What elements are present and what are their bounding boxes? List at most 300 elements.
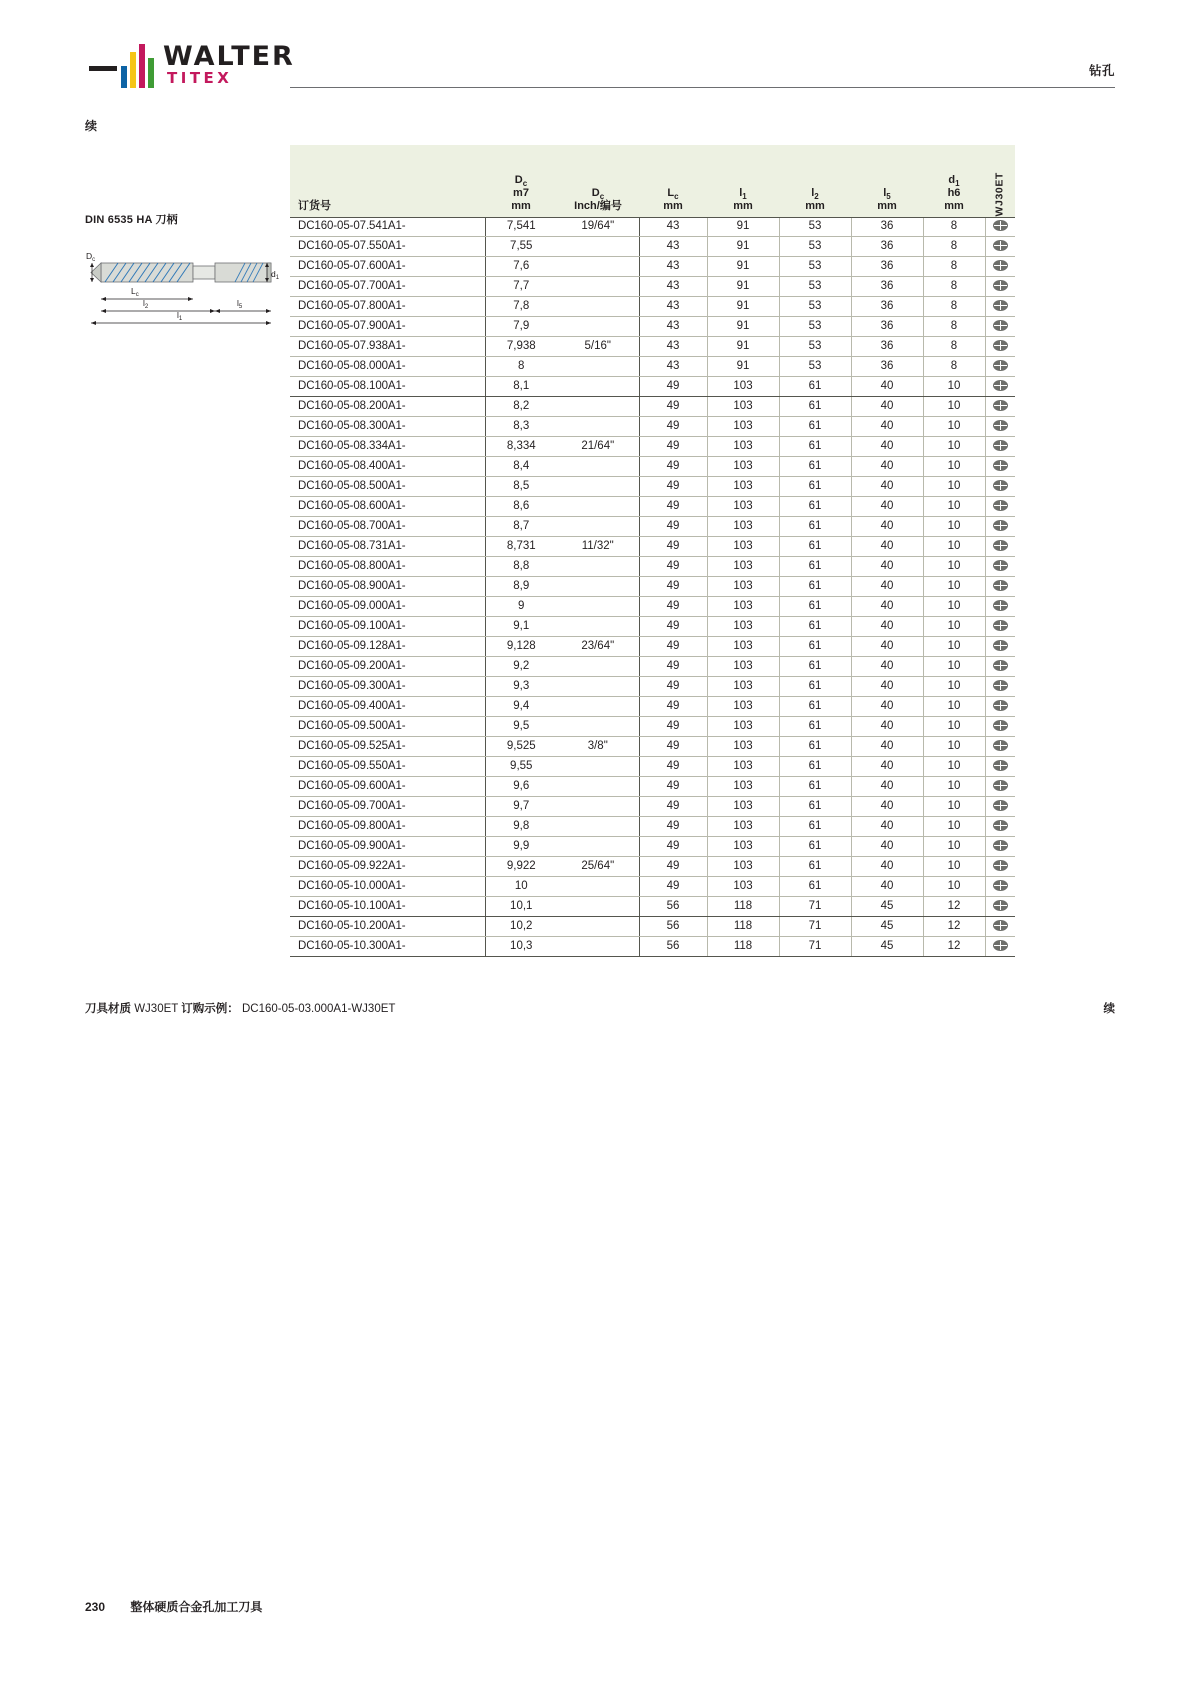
cell-l2: 61 (779, 397, 851, 417)
cell-lc: 43 (639, 277, 707, 297)
cell-order: DC160-05-09.700A1- (290, 797, 485, 817)
cell-dc-mm: 10,1 (485, 897, 557, 917)
cell-dc-inch: 21/64" (557, 437, 639, 457)
cell-dc-inch (557, 797, 639, 817)
cell-l2: 61 (779, 477, 851, 497)
cell-dc-mm: 8,7 (485, 517, 557, 537)
cell-grade (985, 337, 1015, 357)
cell-dc-mm: 7,9 (485, 317, 557, 337)
cell-d1: 10 (923, 817, 985, 837)
cell-l5: 40 (851, 837, 923, 857)
page-footer (85, 1598, 262, 1615)
cell-l5: 40 (851, 617, 923, 637)
coating-icon (993, 380, 1008, 391)
cell-d1: 10 (923, 637, 985, 657)
logo-dash-mark (89, 66, 117, 71)
col-header-d1-symbol: $d_1$ (948, 174, 960, 189)
table-row (290, 717, 1015, 737)
cell-grade (985, 717, 1015, 737)
cell-l5: 40 (851, 637, 923, 657)
cell-l5: 45 (851, 897, 923, 917)
cell-grade (985, 457, 1015, 477)
cell-grade (985, 917, 1015, 937)
col-header-dc-mm (485, 145, 557, 217)
cell-order: DC160-05-08.000A1- (290, 357, 485, 377)
coating-icon (993, 260, 1008, 271)
cell-d1: 10 (923, 717, 985, 737)
cell-dc-inch (557, 257, 639, 277)
cell-l2: 61 (779, 497, 851, 517)
cell-order: DC160-05-10.100A1- (290, 897, 485, 917)
cell-l2: 61 (779, 617, 851, 637)
col-header-dc-mm-tol: m7 (513, 187, 529, 199)
cell-l2: 61 (779, 637, 851, 657)
cell-l1: 103 (707, 617, 779, 637)
table-row (290, 857, 1015, 877)
cell-l5: 36 (851, 257, 923, 277)
table-row (290, 837, 1015, 857)
cell-dc-mm: 7,8 (485, 297, 557, 317)
table-row (290, 757, 1015, 777)
coating-icon (993, 360, 1008, 371)
cell-order: DC160-05-09.800A1- (290, 817, 485, 837)
cell-lc: 49 (639, 557, 707, 577)
col-header-l2-unit: mm (805, 200, 825, 212)
col-header-order-number: 订货号 (290, 145, 485, 217)
logo-wordmark-walter: WALTER (163, 41, 295, 72)
cell-grade (985, 417, 1015, 437)
cell-l2: 61 (779, 877, 851, 897)
cell-grade (985, 877, 1015, 897)
page-masthead (85, 42, 1115, 90)
cell-order: DC160-05-09.128A1- (290, 637, 485, 657)
cell-dc-mm: 8,334 (485, 437, 557, 457)
cell-grade (985, 937, 1015, 957)
cell-l2: 61 (779, 777, 851, 797)
cell-dc-mm: 10,3 (485, 937, 557, 957)
svg-text:l5: $l_5$ (237, 298, 243, 310)
logo-bar-magenta (139, 44, 145, 88)
cell-l1: 103 (707, 597, 779, 617)
cell-order: DC160-05-10.300A1- (290, 937, 485, 957)
cell-l5: 40 (851, 557, 923, 577)
cell-order: DC160-05-08.600A1- (290, 497, 485, 517)
cell-l1: 103 (707, 657, 779, 677)
cell-d1: 12 (923, 897, 985, 917)
cell-grade (985, 577, 1015, 597)
cell-dc-inch (557, 657, 639, 677)
cell-l2: 61 (779, 737, 851, 757)
cell-l2: 61 (779, 657, 851, 677)
cell-grade (985, 677, 1015, 697)
cell-dc-mm: 9,8 (485, 817, 557, 837)
table-row (290, 617, 1015, 637)
cell-l1: 118 (707, 897, 779, 917)
cell-l2: 61 (779, 697, 851, 717)
cell-order: DC160-05-07.800A1- (290, 297, 485, 317)
cell-l1: 91 (707, 277, 779, 297)
col-header-grade (985, 145, 1015, 217)
cell-l1: 103 (707, 477, 779, 497)
cell-d1: 8 (923, 337, 985, 357)
ordering-note-row (85, 1000, 1115, 1016)
cell-dc-mm: 8 (485, 357, 557, 377)
cell-d1: 10 (923, 617, 985, 637)
table-row (290, 777, 1015, 797)
cell-l1: 103 (707, 857, 779, 877)
cell-lc: 43 (639, 337, 707, 357)
cell-grade (985, 257, 1015, 277)
cell-l1: 91 (707, 237, 779, 257)
table-row (290, 597, 1015, 617)
cell-dc-mm: 8,4 (485, 457, 557, 477)
coating-icon (993, 280, 1008, 291)
cell-grade (985, 237, 1015, 257)
coating-icon (993, 500, 1008, 511)
cell-lc: 56 (639, 917, 707, 937)
cell-l1: 103 (707, 837, 779, 857)
cell-dc-mm: 8,2 (485, 397, 557, 417)
cell-l1: 103 (707, 737, 779, 757)
cell-l1: 103 (707, 537, 779, 557)
cell-order: DC160-05-07.938A1- (290, 337, 485, 357)
cell-l2: 61 (779, 857, 851, 877)
cell-lc: 49 (639, 757, 707, 777)
cell-grade (985, 317, 1015, 337)
col-header-l2-symbol: $l_2$ (811, 187, 819, 202)
cell-dc-inch (557, 917, 639, 937)
table-row (290, 557, 1015, 577)
svg-text:Lc: $L_c$ (131, 286, 139, 298)
cell-l1: 103 (707, 517, 779, 537)
cell-lc: 49 (639, 837, 707, 857)
cell-d1: 10 (923, 477, 985, 497)
cell-dc-mm: 8,3 (485, 417, 557, 437)
cell-l1: 118 (707, 917, 779, 937)
cell-dc-inch (557, 277, 639, 297)
cell-lc: 56 (639, 897, 707, 917)
cell-l5: 40 (851, 657, 923, 677)
cell-dc-inch (557, 417, 639, 437)
ordering-note-grade: WJ30ET (134, 1003, 179, 1015)
cell-dc-inch (557, 297, 639, 317)
table-row (290, 257, 1015, 277)
cell-l1: 103 (707, 397, 779, 417)
cell-dc-mm: 9 (485, 597, 557, 617)
cell-l5: 45 (851, 917, 923, 937)
coating-icon (993, 220, 1008, 231)
coating-icon (993, 780, 1008, 791)
cell-l1: 103 (707, 777, 779, 797)
cell-l1: 103 (707, 497, 779, 517)
cell-l5: 40 (851, 717, 923, 737)
cell-lc: 49 (639, 477, 707, 497)
cell-l1: 91 (707, 357, 779, 377)
table-header-row (290, 145, 1015, 217)
cell-d1: 10 (923, 537, 985, 557)
cell-grade (985, 297, 1015, 317)
cell-dc-mm: 9,525 (485, 737, 557, 757)
coating-icon (993, 900, 1008, 911)
table-row (290, 737, 1015, 757)
cell-dc-mm: 7,6 (485, 257, 557, 277)
cell-l1: 118 (707, 937, 779, 957)
coating-icon (993, 440, 1008, 451)
cell-l1: 103 (707, 697, 779, 717)
coating-icon (993, 520, 1008, 531)
cell-grade (985, 357, 1015, 377)
coating-icon (993, 880, 1008, 891)
cell-dc-mm: 9,2 (485, 657, 557, 677)
page-number: 230 (85, 1600, 106, 1614)
cell-dc-inch (557, 617, 639, 637)
table-row (290, 817, 1015, 837)
cell-grade (985, 517, 1015, 537)
table-row (290, 897, 1015, 917)
cell-l5: 40 (851, 377, 923, 397)
table-body (290, 217, 1015, 957)
cell-l2: 61 (779, 677, 851, 697)
cell-d1: 10 (923, 417, 985, 437)
cell-lc: 43 (639, 257, 707, 277)
cell-d1: 8 (923, 277, 985, 297)
header-divider (290, 87, 1115, 88)
cell-grade (985, 637, 1015, 657)
cell-dc-inch (557, 697, 639, 717)
cell-dc-inch (557, 937, 639, 957)
cell-l2: 61 (779, 597, 851, 617)
col-header-l1 (707, 145, 779, 217)
cell-order: DC160-05-08.300A1- (290, 417, 485, 437)
cell-l2: 53 (779, 257, 851, 277)
drill-dimension-figure (85, 241, 281, 331)
table-row (290, 677, 1015, 697)
cell-lc: 49 (639, 397, 707, 417)
cell-order: DC160-05-08.200A1- (290, 397, 485, 417)
cell-lc: 49 (639, 657, 707, 677)
cell-lc: 49 (639, 697, 707, 717)
cell-d1: 10 (923, 437, 985, 457)
cell-order: DC160-05-09.400A1- (290, 697, 485, 717)
table-row (290, 497, 1015, 517)
cell-dc-inch (557, 397, 639, 417)
cell-order: DC160-05-10.200A1- (290, 917, 485, 937)
tool-illustration-block (85, 211, 285, 331)
coating-icon (993, 920, 1008, 931)
coating-icon (993, 560, 1008, 571)
table-row (290, 577, 1015, 597)
cell-l1: 91 (707, 257, 779, 277)
col-header-dc-inch-unit: Inch/编号 (574, 200, 622, 212)
table-row (290, 277, 1015, 297)
logo-bar-green (148, 58, 154, 88)
cell-lc: 49 (639, 377, 707, 397)
cell-d1: 10 (923, 777, 985, 797)
cell-order: DC160-05-08.400A1- (290, 457, 485, 477)
table-row (290, 217, 1015, 237)
cell-l5: 40 (851, 677, 923, 697)
cell-l1: 91 (707, 217, 779, 237)
coating-icon (993, 340, 1008, 351)
cell-d1: 8 (923, 257, 985, 277)
specification-table-wrapper (290, 145, 1015, 957)
cell-dc-inch (557, 237, 639, 257)
cell-l1: 103 (707, 817, 779, 837)
col-header-l2 (779, 145, 851, 217)
svg-text:Dc: $D_c$ (86, 251, 96, 263)
cell-dc-inch (557, 477, 639, 497)
col-header-d1 (923, 145, 985, 217)
col-header-lc (639, 145, 707, 217)
coating-icon (993, 860, 1008, 871)
cell-lc: 43 (639, 317, 707, 337)
cell-l5: 36 (851, 337, 923, 357)
cell-dc-inch (557, 497, 639, 517)
coating-icon (993, 760, 1008, 771)
cell-l5: 36 (851, 317, 923, 337)
cell-dc-mm: 8,5 (485, 477, 557, 497)
cell-dc-mm: 9,128 (485, 637, 557, 657)
cell-dc-mm: 8,8 (485, 557, 557, 577)
cell-l1: 103 (707, 557, 779, 577)
table-row (290, 417, 1015, 437)
cell-order: DC160-05-09.550A1- (290, 757, 485, 777)
cell-dc-inch (557, 317, 639, 337)
cell-l2: 71 (779, 917, 851, 937)
cell-l1: 103 (707, 377, 779, 397)
cell-d1: 10 (923, 877, 985, 897)
cell-order: DC160-05-09.500A1- (290, 717, 485, 737)
cell-l2: 53 (779, 357, 851, 377)
cell-l1: 103 (707, 577, 779, 597)
cell-l5: 40 (851, 817, 923, 837)
cell-dc-mm: 9,55 (485, 757, 557, 777)
coating-icon (993, 600, 1008, 611)
cell-grade (985, 497, 1015, 517)
cell-order: DC160-05-07.700A1- (290, 277, 485, 297)
cell-d1: 10 (923, 657, 985, 677)
cell-l2: 61 (779, 717, 851, 737)
cell-dc-inch (557, 597, 639, 617)
shank-standard-caption: DIN 6535 HA 刀柄 (85, 214, 178, 226)
ordering-note-example: DC160-05-03.000A1-WJ30ET (242, 1003, 396, 1015)
cell-l2: 53 (779, 217, 851, 237)
cell-lc: 49 (639, 437, 707, 457)
logo-bar-yellow (130, 52, 136, 88)
cell-grade (985, 797, 1015, 817)
coating-icon (993, 800, 1008, 811)
cell-lc: 56 (639, 937, 707, 957)
cell-l5: 40 (851, 737, 923, 757)
cell-grade (985, 537, 1015, 557)
cell-d1: 8 (923, 317, 985, 337)
cell-dc-mm: 9,1 (485, 617, 557, 637)
cell-d1: 10 (923, 677, 985, 697)
cell-d1: 8 (923, 237, 985, 257)
cell-dc-inch (557, 577, 639, 597)
cell-dc-inch (557, 457, 639, 477)
cell-dc-inch (557, 877, 639, 897)
cell-order: DC160-05-08.900A1- (290, 577, 485, 597)
cell-lc: 43 (639, 217, 707, 237)
cell-lc: 49 (639, 737, 707, 757)
cell-dc-mm: 9,4 (485, 697, 557, 717)
cell-l5: 40 (851, 877, 923, 897)
col-header-d1-tol: h6 (947, 187, 961, 199)
cell-dc-inch: 25/64" (557, 857, 639, 877)
coating-icon (993, 840, 1008, 851)
cell-d1: 10 (923, 857, 985, 877)
cell-l2: 53 (779, 337, 851, 357)
cell-l2: 61 (779, 537, 851, 557)
drill-figure-svg (85, 241, 281, 331)
table-row (290, 337, 1015, 357)
cell-l5: 40 (851, 497, 923, 517)
specification-table (290, 145, 1015, 957)
cell-lc: 49 (639, 857, 707, 877)
cell-l5: 40 (851, 457, 923, 477)
cell-lc: 49 (639, 817, 707, 837)
cell-dc-mm: 8,731 (485, 537, 557, 557)
cell-order: DC160-05-07.900A1- (290, 317, 485, 337)
table-row (290, 397, 1015, 417)
cell-order: DC160-05-08.731A1- (290, 537, 485, 557)
coating-icon (993, 640, 1008, 651)
cell-l5: 36 (851, 357, 923, 377)
cell-order: DC160-05-09.525A1- (290, 737, 485, 757)
cell-l5: 40 (851, 857, 923, 877)
cell-l2: 53 (779, 277, 851, 297)
cell-lc: 49 (639, 717, 707, 737)
continued-marker-top: 续 (85, 119, 98, 133)
cell-lc: 49 (639, 417, 707, 437)
cell-lc: 49 (639, 517, 707, 537)
table-row (290, 517, 1015, 537)
cell-order: DC160-05-07.541A1- (290, 217, 485, 237)
cell-l5: 40 (851, 437, 923, 457)
cell-l5: 40 (851, 577, 923, 597)
coating-icon (993, 480, 1008, 491)
cell-grade (985, 857, 1015, 877)
cell-l1: 103 (707, 717, 779, 737)
cell-grade (985, 737, 1015, 757)
cell-lc: 49 (639, 677, 707, 697)
cell-l2: 61 (779, 577, 851, 597)
cell-l2: 53 (779, 317, 851, 337)
col-header-l1-unit: mm (733, 200, 753, 212)
cell-grade (985, 617, 1015, 637)
cell-lc: 43 (639, 297, 707, 317)
table-row (290, 237, 1015, 257)
cell-l1: 103 (707, 417, 779, 437)
ordering-note (85, 1000, 395, 1016)
cell-lc: 49 (639, 457, 707, 477)
cell-lc: 43 (639, 357, 707, 377)
continued-marker-bottom: 续 (1103, 1003, 1115, 1015)
cell-lc: 43 (639, 237, 707, 257)
cell-lc: 49 (639, 577, 707, 597)
cell-order: DC160-05-09.922A1- (290, 857, 485, 877)
cell-l1: 103 (707, 797, 779, 817)
cell-order: DC160-05-08.700A1- (290, 517, 485, 537)
cell-dc-mm: 9,7 (485, 797, 557, 817)
svg-text:l2: $l_2$ (143, 298, 149, 310)
cell-lc: 49 (639, 777, 707, 797)
coating-icon (993, 660, 1008, 671)
coating-icon (993, 400, 1008, 411)
cell-grade (985, 777, 1015, 797)
cell-order: DC160-05-07.600A1- (290, 257, 485, 277)
